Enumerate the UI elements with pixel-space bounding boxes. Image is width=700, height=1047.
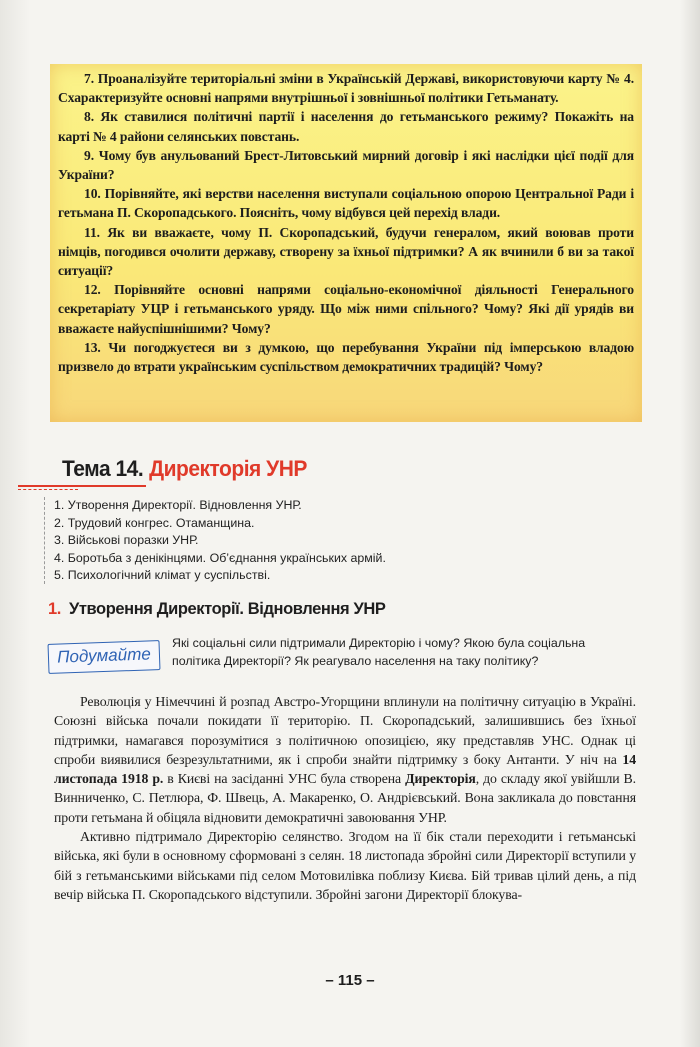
outline-item: 2. Трудовий конгрес. Отаманщина.: [54, 515, 255, 530]
question-13: 13. Чи погоджуєтеся ви з думкою, що перебування України під імперською владою призвело до втрати українським суспільством демократичних традицій? Чому?: [58, 339, 634, 375]
topic-title: [62, 457, 307, 493]
section-heading: [48, 600, 385, 619]
question-7: 7. Проаналізуйте територіальні зміни в Українській Державі, використовуючи карту № 4. Схарактеризуйте основні напрями внутрішньої і зовнішньої політики Гетьманату.: [58, 71, 634, 106]
outline-item: 4. Боротьба з денікінцями. Об’єднання українських армій.: [54, 550, 386, 565]
topic-outline: [54, 497, 614, 585]
paragraph-1: Революція у Німеччині й розпад Австро-Угорщини вплинули на політичну ситуацію в Україні. Союзні війська почали покидати її територію. П. Скоропадський, залишившись без їхньої підтримки, намагався порозумітися з політичною опозицією, яку представляв УНС. Однак ці спроби виявилися безрезультатними, як і спроби знайти підтримку з боку Антанти. У ніч на 14 листопада 1918 р. в Києві на засіданні УНС була створена Директорія, до складу якої увійшли В. Винниченко, С. Петлюра, Ф. Швець, А. Макаренко, О. Андрієвський. Вона закликала до повстання проти гетьмана й обіцяла відновити демократичні завоювання УНР.: [54, 694, 636, 825]
question-10: 10. Порівняйте, які верстви населення виступали соціальною опорою Центральної Ради і гетьмана П. Скоропадського. Поясніть, чому відбувся цей перехід влади.: [58, 186, 634, 221]
think-question: Які соціальні сили підтримали Директорію і чому? Якою була соціальна політика Директорії? Як реагувало населення на таку політику?: [172, 636, 586, 668]
term-highlight: Директорія: [405, 771, 476, 787]
outline-item: 1. Утворення Директорії. Відновлення УНР.: [54, 498, 302, 512]
question-9: 9. Чому був анульований Брест-Литовський мирний договір і які наслідки цієї події для України?: [58, 147, 634, 183]
section-title: Утворення Директорії. Відновлення УНР: [68, 600, 386, 618]
body-text: [54, 692, 636, 904]
think-badge: Подумайте: [48, 640, 161, 674]
outline-divider: [44, 497, 46, 584]
question-8: 8. Як ставилися політичні партії і населення до гетьманського режиму? Покажіть на карті № 4 райони селянських повстань.: [58, 109, 634, 144]
topic-underline: [18, 485, 146, 487]
outline-item: 5. Психологічний клімат у суспільстві.: [54, 568, 271, 583]
section-number: 1.: [48, 600, 61, 618]
review-questions-box: [50, 64, 642, 422]
date-highlight: 14 листопада 1918 р.: [54, 751, 636, 787]
question-11: 11. Як ви вважаєте, чому П. Скоропадський, будучи генералом, який воював проти німців, погодився очолити державу, створену за їхньої підтримки? А як вчинили б ви за такої ситуації?: [58, 224, 634, 279]
paragraph-2: Активно підтримало Директорію селянство. Згодом на її бік стали переходити і гетьманські війська, які були в основному сформовані з селян. 18 листопада збройні сили Директорії вступили у бій з гетьманськими військами під селом Мотовилівка поблизу Києва. Бій тривав цілий день, а під вечір війська П. Скоропадського відступили. Збройні загони Директорії блокува-: [54, 829, 636, 902]
question-12: 12. Порівняйте основні напрями соціально-економічної діяльності Генерального секретаріату УЦР і гетьманського уряду. Що між ними спільного? Чому? Які дії урядів ви вважаєте найуспішнішими? Чому?: [58, 282, 634, 336]
page-number: – 115 –: [325, 972, 375, 989]
topic-name: Директорія УНР: [149, 457, 307, 482]
think-callout: [48, 642, 164, 676]
outline-item: 3. Військові поразки УНР.: [54, 533, 199, 548]
topic-label: Тема 14.: [62, 457, 144, 482]
topic-underline-dash: [18, 489, 78, 491]
